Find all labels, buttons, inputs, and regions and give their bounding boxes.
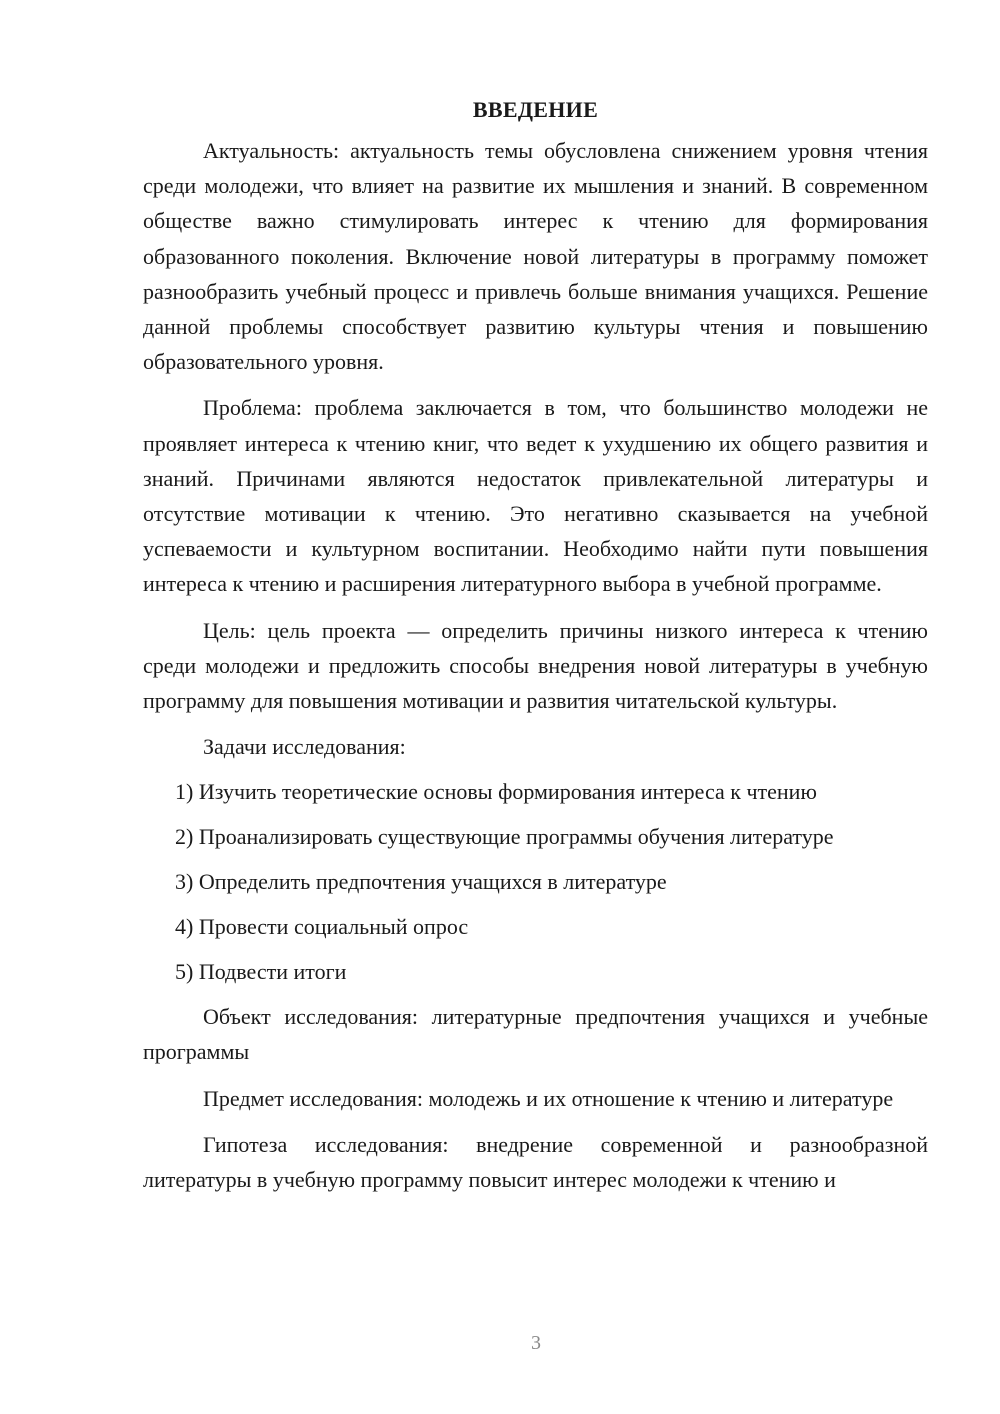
page-number: 3 (531, 1332, 541, 1354)
list-item: 1) Изучить теоретические основы формирования интереса к чтению (175, 779, 817, 805)
problem-paragraph: Проблема: проблема заключается в том, что большинство молодежи не проявляет интереса к чтению книг, что ведет к ухудшению их общего развития и знаний. Причинами являются недостаток привлекательной литературы и отсутствие мотивации к чтению. Это негативно сказывается на учебной успеваемости и культурном воспитании. Необходимо найти пути повышения интереса к чтению и расширения литературного выбора в учебной программе. (143, 395, 928, 597)
document-page (143, 92, 928, 1208)
page-title: ВВЕДЕНИЕ (472, 97, 599, 122)
tasks-heading: Задачи исследования: (203, 734, 406, 760)
list-item: 5) Подвести итоги (175, 959, 347, 985)
list-item: 2) Проанализировать существующие программы обучения литературе (175, 824, 834, 850)
relevance-paragraph: Актуальность: актуальность темы обусловлена снижением уровня чтения среди молодежи, что влияет на развитие их мышления и знаний. В современном обществе важно стимулировать интерес к чтению для формирования образованного поколения. Включение новой литературы в программу поможет разнообразить учебный процесс и привлечь больше внимания учащихся. Решение данной проблемы способствует развитию культуры чтения и повышению образовательного уровня. (143, 138, 928, 375)
hypothesis-paragraph: Гипотеза исследования: внедрение современной и разнообразной литературы в учебную программу повысит интерес молодежи к чтению и (143, 1131, 928, 1193)
object-paragraph: Объект исследования: литературные предпочтения учащихся и учебные программы (143, 1004, 928, 1065)
list-item: 4) Провести социальный опрос (175, 914, 469, 940)
subject-paragraph: Предмет исследования: молодежь и их отношение к чтению и литературе (203, 1085, 894, 1111)
goal-paragraph: Цель: цель проекта — определить причины низкого интереса к чтению среди молодежи и предложить способы внедрения новой литературы в учебную программу для повышения мотивации и развития читательской культуры. (143, 617, 928, 714)
list-item: 3) Определить предпочтения учащихся в литературе (175, 869, 667, 895)
